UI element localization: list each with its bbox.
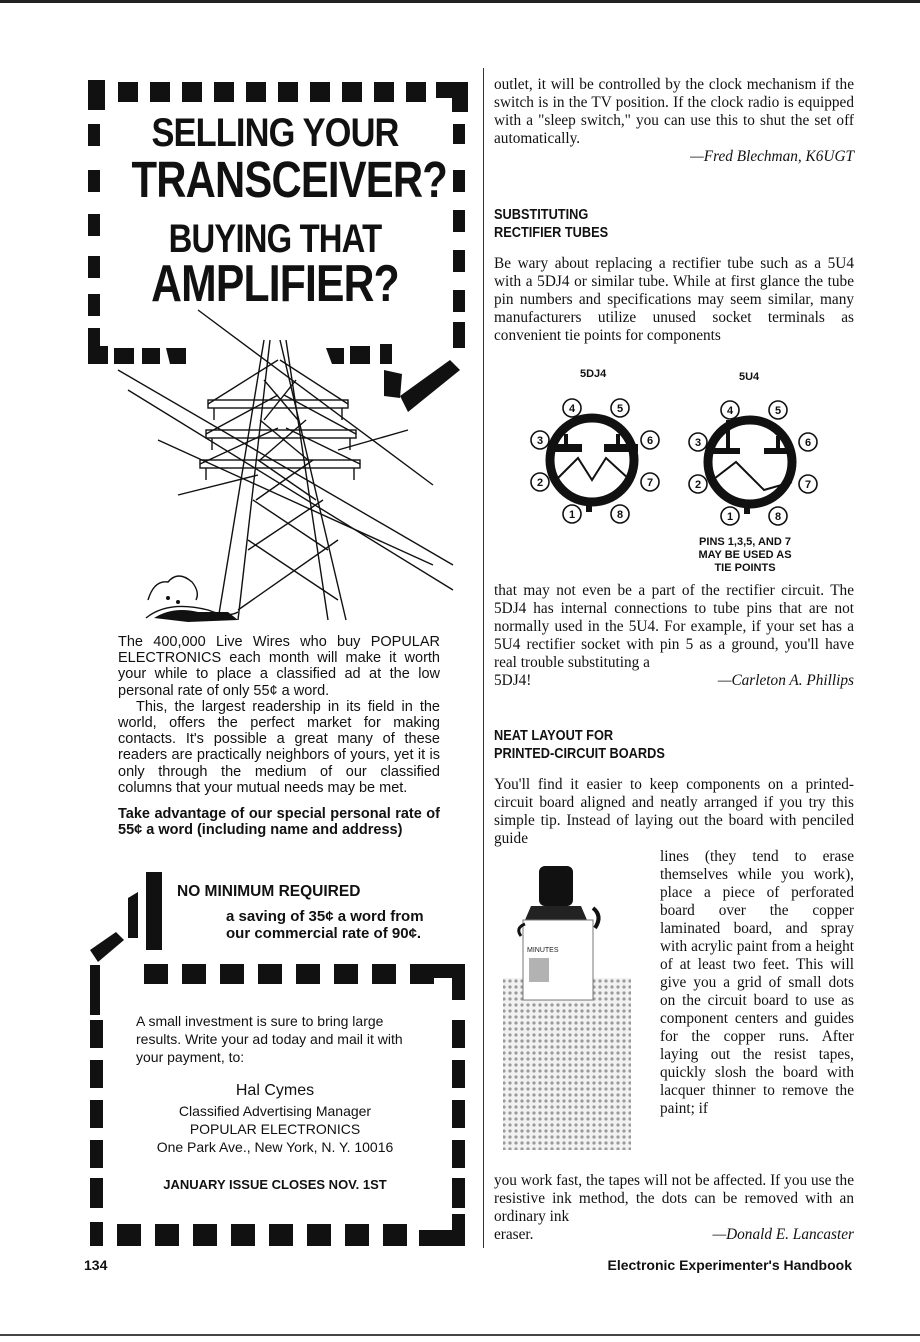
svg-text:7: 7 bbox=[646, 477, 654, 489]
border-block bbox=[258, 964, 282, 984]
border-block bbox=[90, 1060, 103, 1088]
border-block bbox=[182, 82, 202, 102]
border-block bbox=[307, 1224, 331, 1246]
rectifier-paragraph-continued bbox=[494, 582, 854, 690]
border-block bbox=[310, 82, 330, 102]
border-block bbox=[118, 82, 138, 102]
contact-title: Classified Advertising Manager bbox=[178, 1103, 372, 1119]
tube-label-5u4: 5U4 bbox=[739, 371, 760, 383]
border-block bbox=[88, 214, 100, 236]
top-rule bbox=[0, 0, 920, 3]
border-block bbox=[269, 1224, 293, 1246]
svg-text:5: 5 bbox=[616, 403, 624, 415]
border-block bbox=[220, 964, 244, 984]
page-number: 134 bbox=[84, 1257, 108, 1273]
border-block bbox=[334, 964, 358, 984]
border-block bbox=[246, 82, 266, 102]
ad-body bbox=[118, 634, 440, 838]
border-block bbox=[383, 1224, 407, 1246]
svg-text:8: 8 bbox=[616, 509, 624, 521]
can-label: MINUTES bbox=[527, 947, 559, 954]
border-block bbox=[88, 124, 100, 146]
border-block bbox=[278, 82, 298, 102]
paragraph-text: that may not even be a part of the rectifier circuit. The 5DJ4 has internal connections to tube pins that are not normally used in the 5U4. For example, if your set has a 5U4 rectifier socket with pin 5 as a ground, you'll have real trouble substituting a bbox=[494, 582, 854, 671]
border-block bbox=[214, 82, 234, 102]
section-heading-pcb bbox=[494, 727, 665, 763]
svg-text:6: 6 bbox=[646, 435, 654, 447]
tube-label-5dj4: 5DJ4 bbox=[580, 368, 607, 380]
pcb-paragraph-b bbox=[660, 848, 854, 1118]
border-block bbox=[453, 250, 465, 272]
svg-text:5: 5 bbox=[774, 405, 782, 417]
paragraph-text: lines (they tend to erase themselves while you work), place a piece of perforated board over the copper laminated board, and spray with acrylic paint from a height of at least two feet. This will give you a grid of small dots on the circuit board to use as component centers and guides for the copper runs. After laying out the resist tapes, quickly slosh the board with lacquer thinner to remove the paint; if bbox=[660, 848, 854, 1117]
no-minimum-label: NO MINIMUM REQUIRED bbox=[177, 883, 361, 900]
svg-text:8: 8 bbox=[774, 511, 782, 523]
border-block bbox=[150, 82, 170, 102]
border-block bbox=[452, 1140, 465, 1168]
border-block bbox=[193, 1224, 217, 1246]
contact-organization: POPULAR ELECTRONICS bbox=[189, 1121, 361, 1137]
intro-paragraph: outlet, it will be controlled by the clock mechanism if the switch is in the TV position. If the clock radio is equipped with a "sleep switch," you can use this to shut the set off automatically. bbox=[494, 76, 854, 147]
border-block bbox=[453, 170, 465, 192]
border-block bbox=[90, 1020, 103, 1048]
signature: —Carleton A. Phillips bbox=[717, 672, 854, 689]
border-block bbox=[452, 964, 465, 1000]
headline-transceiver: TRANSCEIVER? bbox=[131, 151, 447, 208]
border-block bbox=[144, 964, 168, 984]
pcb-paragraph-a bbox=[494, 776, 854, 848]
border-block bbox=[88, 256, 100, 278]
tube-socket-5dj4-diagram bbox=[522, 390, 667, 525]
headline-buying: BUYING THAT bbox=[168, 217, 382, 261]
border-block bbox=[452, 1020, 465, 1048]
investment-text: A small investment is sure to bring large results. Write your ad today and mail it with your payment, to: bbox=[136, 1013, 403, 1065]
border-block bbox=[88, 170, 100, 192]
pcb-paragraph-c bbox=[494, 1172, 854, 1244]
heading-line: SUBSTITUTING bbox=[494, 207, 589, 223]
spray-can-illustration bbox=[495, 858, 645, 1158]
pins-note-line: TIE POINTS bbox=[714, 562, 776, 574]
border-block bbox=[117, 1224, 141, 1246]
svg-text:3: 3 bbox=[536, 435, 544, 447]
signature-line bbox=[494, 1226, 854, 1244]
ad-offer: Take advantage of our special personal rate of 55¢ a word (including name and address) bbox=[118, 806, 440, 839]
closing-date: JANUARY ISSUE CLOSES NOV. 1ST bbox=[163, 1177, 387, 1192]
border-block bbox=[453, 124, 465, 144]
ad-paragraph: The 400,000 Live Wires who buy POPULAR ELECTRONICS each month will make it worth your while to place a classified ad at the low personal rate of only 55¢ a word. bbox=[118, 634, 440, 699]
border-block bbox=[88, 80, 105, 110]
pins-note-line: MAY BE USED AS bbox=[698, 549, 792, 561]
column-divider bbox=[483, 68, 484, 1248]
rectifier-paragraph bbox=[494, 255, 854, 345]
heading-line: NEAT LAYOUT FOR bbox=[494, 728, 614, 744]
contact-name: Hal Cymes bbox=[235, 1082, 315, 1099]
intro-signature: —Fred Blechman, K6UGT bbox=[690, 148, 854, 165]
section-heading-rectifier bbox=[494, 206, 608, 242]
arrow-graphic bbox=[88, 872, 168, 972]
publication-title: Electronic Experimenter's Handbook bbox=[607, 1257, 852, 1273]
border-block bbox=[182, 964, 206, 984]
border-block bbox=[231, 1224, 255, 1246]
svg-text:7: 7 bbox=[804, 479, 812, 491]
svg-text:1: 1 bbox=[568, 509, 576, 521]
border-block bbox=[342, 82, 362, 102]
contact-address: One Park Ave., New York, N. Y. 10016 bbox=[156, 1139, 394, 1155]
paragraph-text: you work fast, the tapes will not be affected. If you use the resistive ink method, the dots can be removed with an ordinary ink bbox=[494, 1172, 854, 1225]
svg-text:6: 6 bbox=[804, 437, 812, 449]
border-block bbox=[90, 1178, 103, 1208]
svg-text:3: 3 bbox=[694, 437, 702, 449]
headline-selling: SELLING YOUR bbox=[151, 111, 399, 155]
border-block bbox=[453, 210, 465, 232]
saving-note: a saving of 35¢ a word from our commercial rate of 90¢. bbox=[226, 908, 424, 942]
bottom-rule bbox=[0, 1334, 920, 1336]
border-block bbox=[452, 1178, 465, 1208]
border-block bbox=[296, 964, 320, 984]
border-block bbox=[452, 1100, 465, 1128]
svg-text:2: 2 bbox=[694, 479, 702, 491]
border-block bbox=[372, 964, 396, 984]
border-block bbox=[90, 1140, 103, 1168]
border-block bbox=[452, 1060, 465, 1088]
border-block bbox=[452, 82, 468, 112]
border-block bbox=[406, 82, 426, 102]
tube-socket-5u4-diagram bbox=[680, 392, 825, 527]
headline-amplifier: AMPLIFIER? bbox=[151, 255, 399, 313]
svg-text:4: 4 bbox=[726, 405, 734, 417]
paragraph-text: Be wary about replacing a rectifier tube such as a 5U4 with a 5DJ4 or similar tube. While at first glance the tube pin numbers and specifications may seem similar, many manufacturers utilize unused socket terminals as convenient tie points for components bbox=[494, 255, 854, 344]
border-block bbox=[90, 965, 100, 1015]
ad-paragraph: This, the largest readership in its field in the world, offers the perfect market for making contacts. It's possible a great many of these readers are practically neighbors of yours, yet it is only through the medium of our classified columns that your mutual needs may be met. bbox=[118, 698, 440, 796]
paragraph-end: 5DJ4! bbox=[494, 672, 532, 689]
border-block bbox=[90, 1100, 103, 1128]
power-tower-illustration bbox=[88, 300, 473, 630]
border-block bbox=[452, 1214, 465, 1246]
paragraph-text: You'll find it easier to keep components on a printed-circuit board aligned and neatly arranged if you try this simple tip. Instead of laying out the board with penciled guide bbox=[494, 776, 854, 847]
heading-line: RECTIFIER TUBES bbox=[494, 225, 609, 241]
paragraph-end: eraser. bbox=[494, 1226, 534, 1243]
signature-line bbox=[494, 672, 854, 690]
border-block bbox=[155, 1224, 179, 1246]
svg-text:1: 1 bbox=[726, 511, 734, 523]
pins-note-line: PINS 1,3,5, AND 7 bbox=[699, 536, 791, 548]
svg-text:2: 2 bbox=[536, 477, 544, 489]
intro-block bbox=[494, 76, 854, 166]
border-block bbox=[90, 1222, 103, 1246]
signature: —Donald E. Lancaster bbox=[712, 1226, 854, 1243]
heading-line: PRINTED-CIRCUIT BOARDS bbox=[494, 746, 665, 762]
border-block bbox=[345, 1224, 369, 1246]
border-block bbox=[374, 82, 394, 102]
pins-note bbox=[680, 536, 810, 575]
svg-text:4: 4 bbox=[568, 403, 576, 415]
